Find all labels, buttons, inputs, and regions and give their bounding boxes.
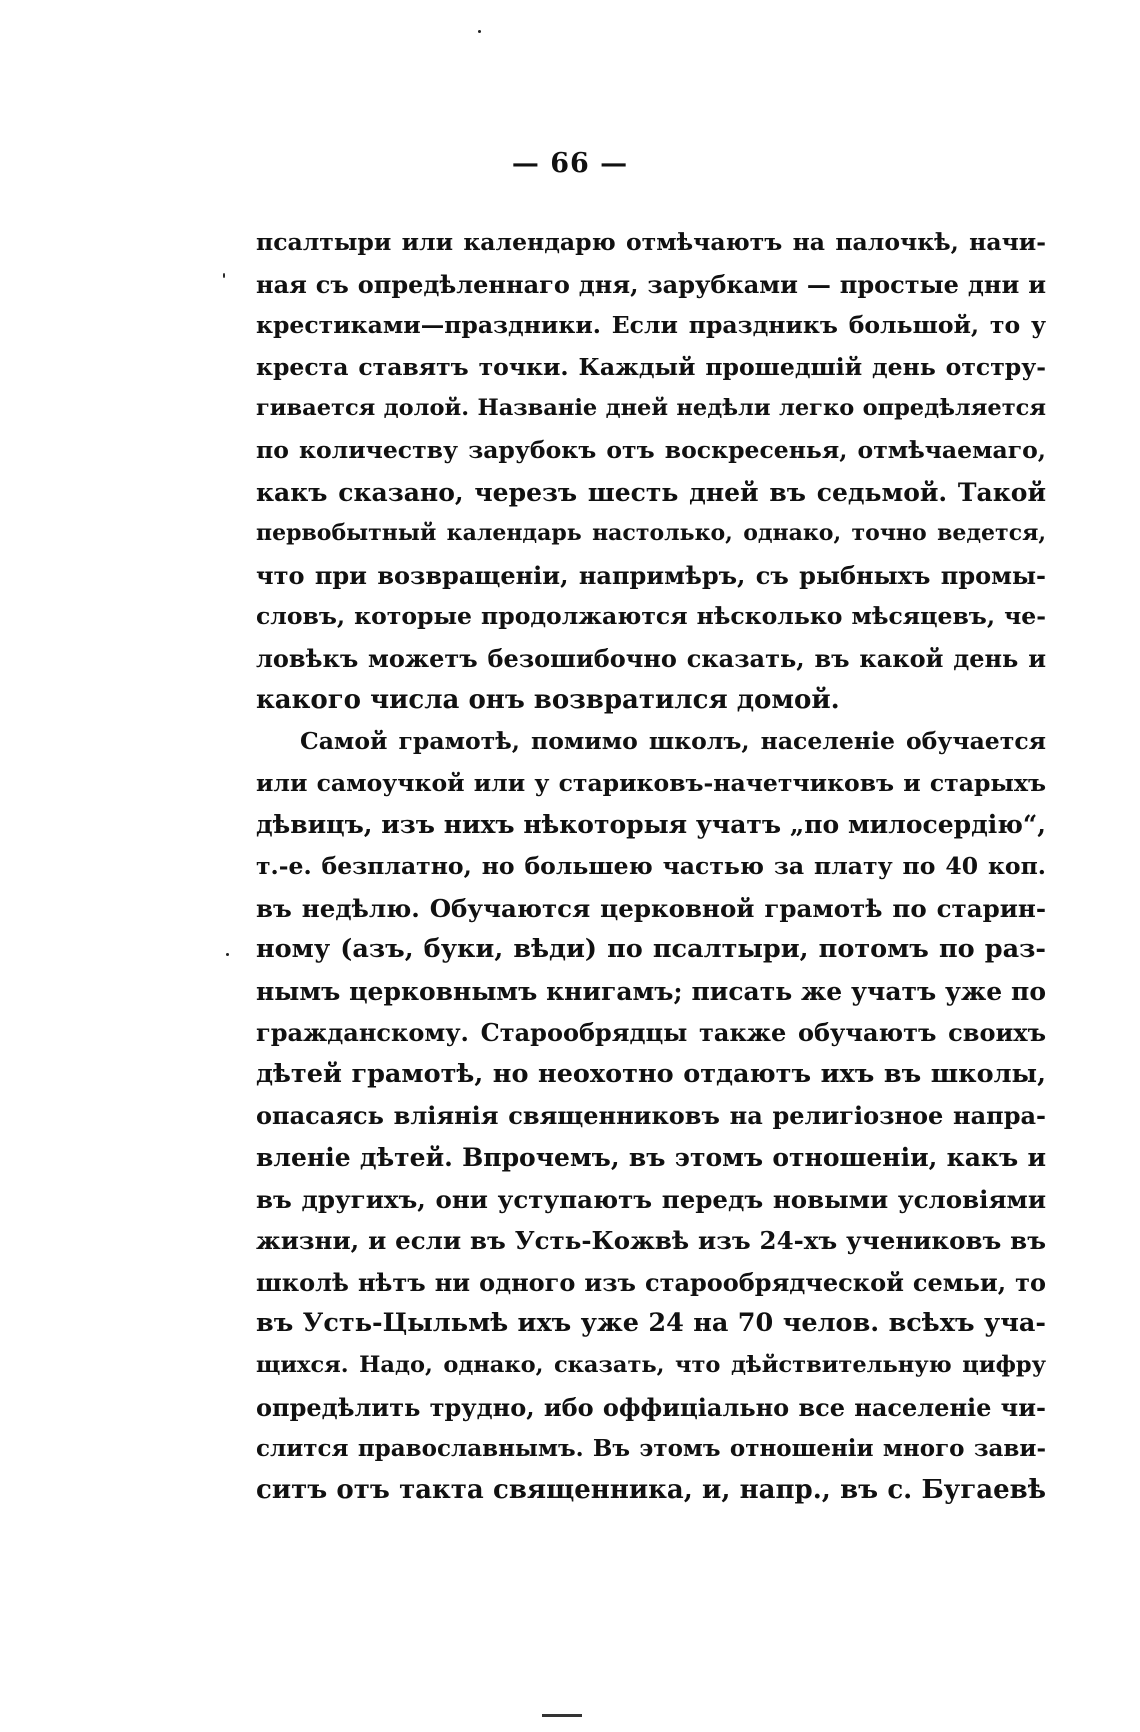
- text-line: щихся. Надо, однако, сказать, что дѣйствительную цифру: [256, 1352, 1046, 1379]
- text-line: словъ, которые продолжаются нѣсколько мѣсяцевъ, че-: [256, 602, 1046, 631]
- paragraph-2: [256, 721, 1046, 1511]
- text-line: школѣ нѣтъ ни одного изъ старообрядческой семьи, то: [256, 1267, 1046, 1297]
- text-line: опредѣлить трудно, ибо оффиціально все населеніе чи-: [256, 1392, 1046, 1422]
- text-line: въ другихъ, они уступаютъ передъ новыми условіями: [256, 1184, 1046, 1214]
- scan-mark: [542, 1714, 582, 1717]
- text-line: жизни, и если въ Усть-Кожвѣ изъ 24-хъ учениковъ въ: [256, 1226, 1046, 1256]
- paragraph-1: [256, 222, 1046, 721]
- text-line: что при возвращеніи, напримѣръ, съ рыбныхъ промы-: [256, 560, 1046, 590]
- text-line: первобытный календарь настолько, однако, точно ведется,: [256, 520, 1046, 547]
- text-line: по количеству зарубокъ отъ воскресенья, отмѣчаемаго,: [256, 435, 1046, 464]
- text-line: т.-е. безплатно, но большею частью за плату по 40 коп.: [256, 851, 1046, 880]
- text-line: нымъ церковнымъ книгамъ; писать же учатъ уже по: [256, 976, 1046, 1006]
- text-line: въ недѣлю. Обучаются церковной грамотѣ по старин-: [256, 893, 1046, 923]
- text-line: слится православнымъ. Въ этомъ отношеніи много зави-: [256, 1435, 1046, 1463]
- text-line: въ Усть-Цыльмѣ ихъ уже 24 на 70 челов. всѣхъ уча-: [256, 1308, 1046, 1339]
- text-line: дѣтей грамотѣ, но неохотно отдаютъ ихъ въ школы,: [256, 1058, 1046, 1089]
- text-line: Самой грамотѣ, помимо школъ, населеніе обучается: [300, 727, 1046, 756]
- page-number: — 66 —: [511, 148, 629, 179]
- text-line: дѣвицъ, изъ нихъ нѣкоторыя учатъ „по милосердію“,: [256, 810, 1046, 840]
- scan-speck: [226, 953, 229, 956]
- scan-speck: [223, 273, 225, 278]
- scan-speck: [478, 30, 481, 33]
- text-line: ному (азъ, буки, вѣди) по псалтыри, потомъ по раз-: [256, 934, 1046, 965]
- text-line: какого числа онъ возвратился домой.: [256, 684, 840, 715]
- text-line: или самоучкой или у стариковъ-начетчиковъ и старыхъ: [256, 768, 1046, 797]
- text-line: креста ставятъ точки. Каждый прошедшій день отстру-: [256, 352, 1046, 381]
- body-text: [256, 222, 1046, 1511]
- text-line: ная съ опредѣленнаго дня, зарубками — простые дни и: [256, 269, 1046, 299]
- text-line: псалтыри или календарю отмѣчаютъ на палочкѣ, начи-: [256, 228, 1046, 256]
- text-line: какъ сказано, черезъ шесть дней въ седьмой. Такой: [256, 477, 1046, 507]
- text-line: ловѣкъ можетъ безошибочно сказать, въ какой день и: [256, 643, 1046, 673]
- text-line: гивается долой. Названіе дней недѣли легко опредѣляется: [256, 395, 1046, 422]
- text-line: ситъ отъ такта священника, и, напр., въ с. Бугаевѣ: [256, 1474, 1046, 1505]
- text-line: гражданскому. Старообрядцы также обучаютъ своихъ: [256, 1018, 1046, 1048]
- text-line: крестиками—праздники. Если праздникъ большой, то у: [256, 311, 1046, 340]
- text-line: вленіе дѣтей. Впрочемъ, въ этомъ отношеніи, какъ и: [256, 1143, 1046, 1173]
- text-line: опасаясь вліянія священниковъ на религіозное напра-: [256, 1101, 1046, 1131]
